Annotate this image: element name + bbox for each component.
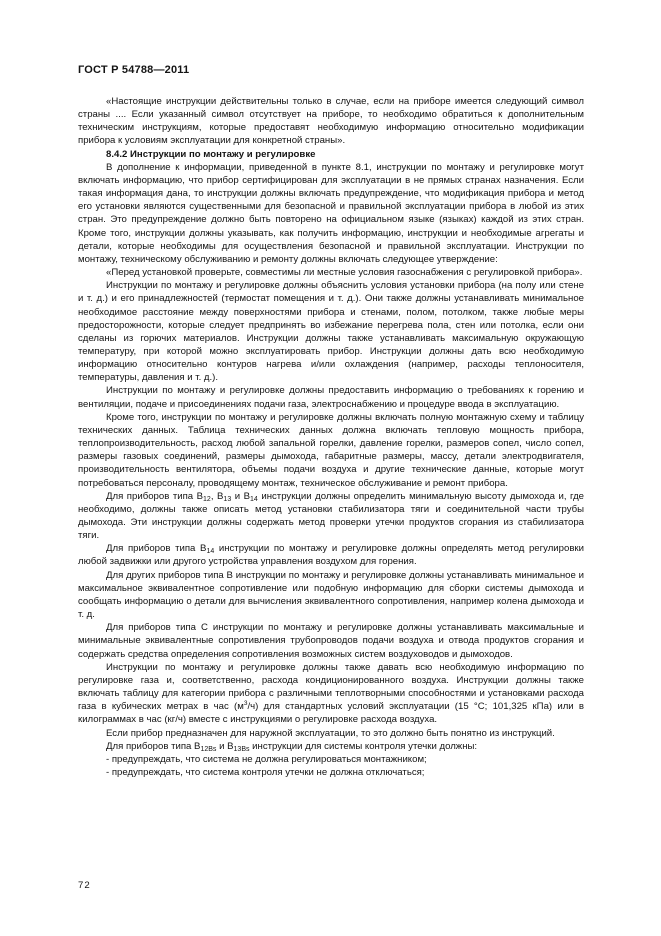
- paragraph-type-b14: Для приборов типа $В_{14}$ инструкции по монтажу и регулировке должны определять метод регулировки любой задвижки или другого устройства управления воздухом для горения.: [78, 543, 584, 568]
- paragraph-gas-regulation: Инструкции по монтажу и регулировке должны также давать всю необходимую информацию по регулировке газа и, соответственно, расхода кондиционированного воздуха. Инструкции должны также включать таблицу для категории прибора с различными теплотворными способностями и установками расхода газа в кубических метрах в час $(м^3/ч)$ для стандартных условий эксплуатации (15 °С; 101,325 кПа) или в килограммах в час (кг/ч) вместе с инструкциями о регулировке расхода воздуха.: [78, 661, 584, 726]
- paragraph-other-type-b: Для других приборов типа В инструкции по монтажу и регулировке должны устанавливать минимальное и максимальное эквивалентное сопротивление или подобную информацию для сборки системы дымохода и сообщать информацию о детали для вычисления эквивалентного сопротивления, например колена дымохода и т. д.: [78, 569, 584, 621]
- document-body: [78, 95, 584, 779]
- section-heading-8-4-2: 8.4.2 Инструкции по монтажу и регулировке: [106, 148, 316, 160]
- paragraph-gas-supply-statement: «Перед установкой проверьте, совместимы ли местные условия газоснабжения с регулировкой прибора».: [106, 267, 583, 279]
- paragraph-type-c: Для приборов типа С инструкции по монтажу и регулировке должны устанавливать максимальные и минимальные эквивалентные сопротивления трубопроводов подачи воздуха и отвода продуктов сгорания и содержать средства определения сопротивления возможных систем воздуховодов и дымоходов.: [78, 622, 584, 660]
- paragraph-combustion-ventilation: Инструкции по монтажу и регулировке должны предоставить информацию о требованиях к горению и вентиляции, подаче и присоединениях подачи газа, электроснабжению и процедуре ввода в эксплуатацию.: [78, 385, 584, 410]
- paragraph-country-symbol: «Настоящие инструкции действительны только в случае, если на приборе имеется следующий символ страны .... Если указанный символ отсутствует на приборе, то необходимо обратиться к дополнительным техническим инструкциям, которые предоставят необходимую информацию относительно модификации прибора к условиям эксплуатации для конкретной страны».: [78, 96, 584, 147]
- paragraph-type-b12bs-b13bs: Для приборов типа $В_{12Bs}$ и $В_{13Bs}$ инструкции для системы контроля утечки должны:: [106, 740, 478, 753]
- document-code-header: ГОСТ Р 54788—2011: [78, 64, 190, 76]
- paragraph-installation-conditions: Инструкции по монтажу и регулировке должны объяснить условия установки прибора (на полу или стене и т. д.) и его принадлежностей (термостат помещения и т. д.). Они также должны устанавливать минимальное необходимое расстояние между поверхностями прибора и стенами, полом, потолком, также любые меры предосторожности, которые следует предпринять во избежание перегрева пола, стен или потолка, если они сделаны из горючих материалов. Инструкции должны также устанавливать максимальную окружающую температуру, при которой можно эксплуатировать прибор. Инструкции должны дать всю необходимую информацию относительно контуров нагрева и/или охлаждения (например, расходы теплоносителя, температуры, давления и т. д.).: [78, 280, 584, 384]
- paragraph-type-b12-b13-b14: Для приборов типа $В_{12}$, $В_{13}$ и $В_{14}$ инструкции должны определить минимальную высоту дымохода и, где необходимо, должны также описать метод установки стабилизатора тяги и соединительной части трубы дымохода. Эти инструкции должны содержать метод проверки утечки продуктов сгорания из стабилизатора тяги.: [78, 490, 585, 542]
- page-number: 72: [78, 880, 91, 891]
- list-item-no-disable: - предупреждать, что система контроля утечки не должна отключаться;: [106, 766, 425, 778]
- paragraph-technical-data-table: Кроме того, инструкции по монтажу и регулировке должны включать полную монтажную схему и таблицу технических данных. Таблица технических данных должна включать тепловую мощность прибора, теплопроизводительность, расход любой запальной горелки, давление горелки, размеров сопел, число сопел, размеры газовых соединений, размеры дымохода, габаритные размеры, массу, детали электродвигателя, производительность вентилятора, объемы подачи воздуха и другие технические данные, которые могут потребоваться персоналу, проводящему монтаж, техническое обслуживание и ремонт прибора.: [78, 411, 584, 489]
- list-item-no-adjustment: - предупреждать, что система не должна регулироваться монтажником;: [106, 753, 427, 765]
- paragraph-outdoor-use: Если прибор предназначен для наружной эксплуатации, то это должно быть понятно из инструкций.: [106, 727, 555, 739]
- paragraph-certification-info: В дополнение к информации, приведенной в пункте 8.1, инструкции по монтажу и регулировке могут включать информацию, что прибор сертифицирован для эксплуатации в не прямых странах назначения. Если такая информация дана, то инструкции должны включать предупреждение, что модификация прибора и метод его установки являются существенными для безопасной и правильной эксплуатации прибора в любой из этих стран. Это предупреждение должно быть повторено на официальном языке (языках) каждой из этих стран. Кроме того, инструкции должны указывать, как получить информацию, инструкции и необходимые агрегаты и детали, которые необходимы для осуществления безопасной и правильной эксплуатации. Инструкции по монтажу, техническому обслуживанию и ремонту должны включать следующее утверждение:: [78, 161, 584, 265]
